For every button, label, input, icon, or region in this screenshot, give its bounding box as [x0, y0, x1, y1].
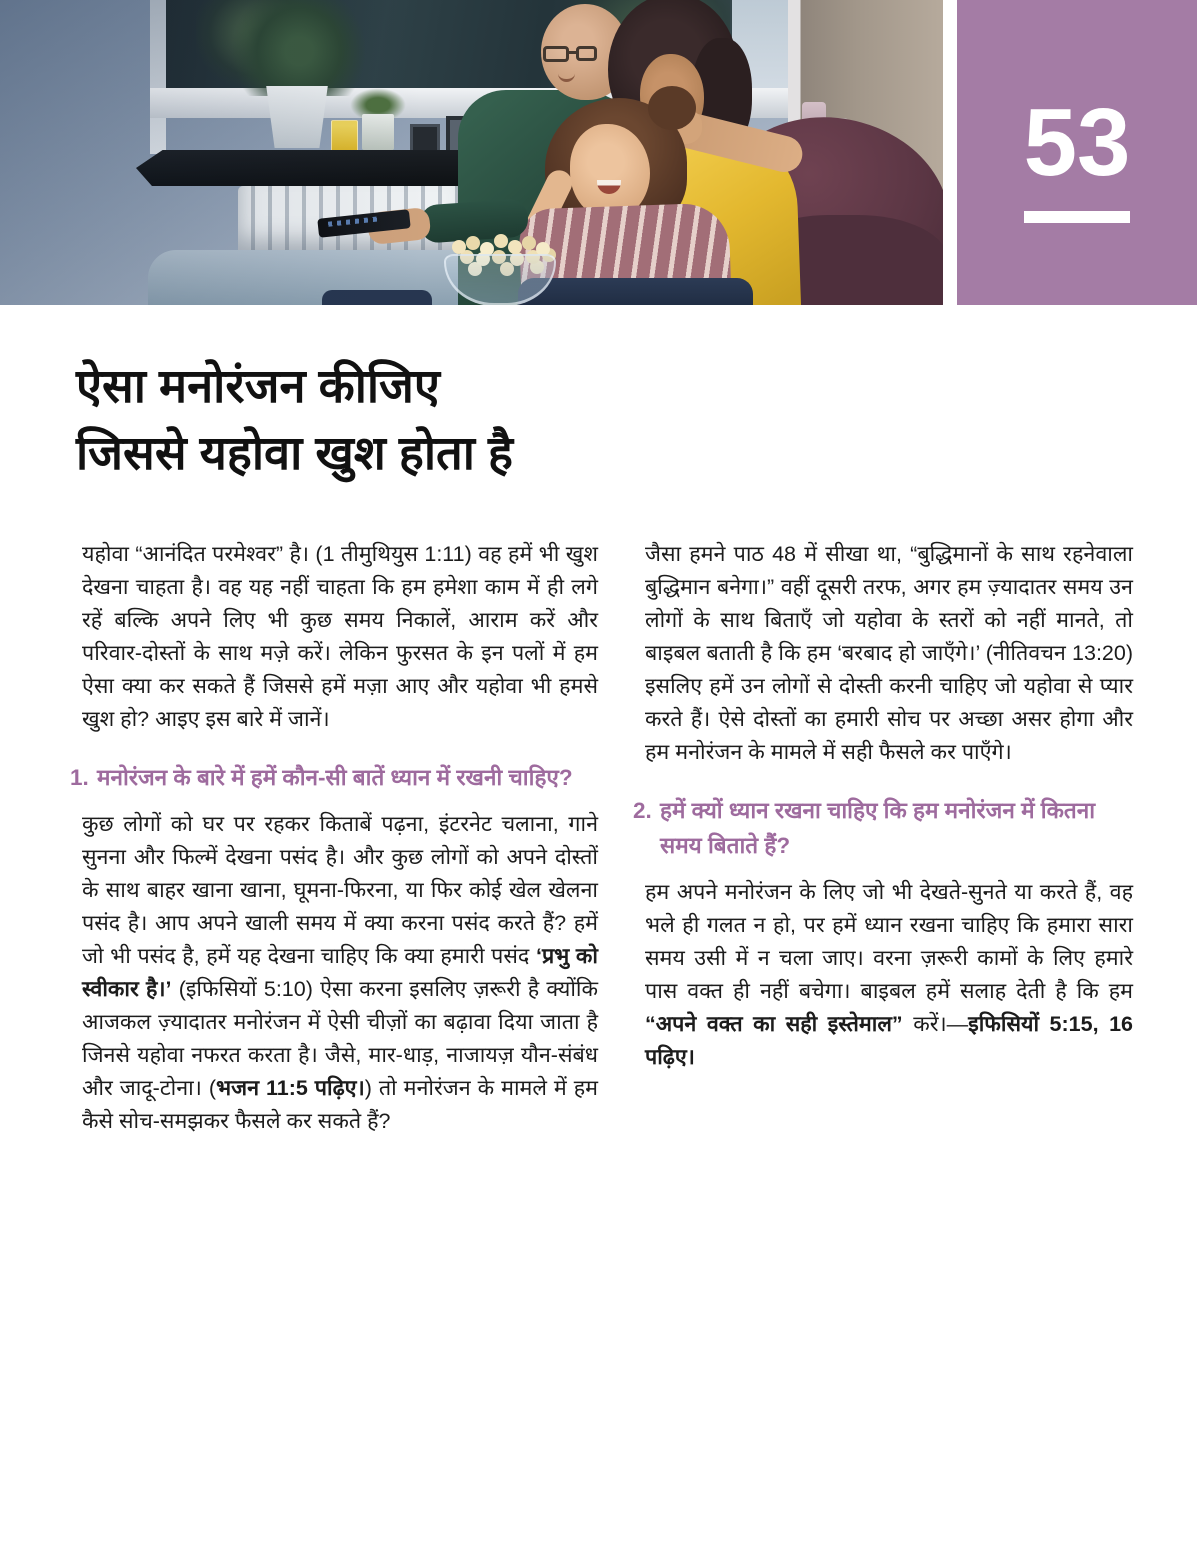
lesson-badge	[957, 0, 1197, 305]
title-line-1: ऐसा मनोरंजन कीजिए	[76, 359, 440, 412]
paragraph-2	[82, 808, 598, 1138]
family-watching-tv-photo	[0, 0, 943, 305]
left-column	[70, 538, 599, 1162]
text-run: हम अपने मनोरंजन के लिए जो भी देखते-सुनते या करते हैं, वह भले ही गलत न हो, पर हमें ध्यान रखना चाहिए कि हमारा सारा समय उसी में न चला जाए। वरना ज़रूरी कामों के लिए हमारे पास वक्त ही नहीं बचेगा। बाइबल हमें सलाह देती है कि हम	[645, 880, 1133, 1003]
bold-scripture-reference: भजन 11:5 पढ़िए।	[216, 1076, 365, 1100]
text-run: कुछ लोगों को घर पर रहकर किताबें पढ़ना, इंटरनेट चलाना, गाने सुनना और फिल्में देखना पसंद है। और कुछ लोगों को अपने दोस्तों के साथ बाहर खाना खाना, घूमना-फिरना, या फिर कोई खेल खेलना पसंद है। आप अपने खाली समय में क्या करना पसंद करते हैं? हमें जो भी पसंद है, हमें यह देखना चाहिए कि क्या हमारी पसंद	[82, 812, 598, 968]
study-question-2	[633, 793, 1133, 863]
paragraph-4	[645, 876, 1133, 1074]
lesson-number: 53	[1023, 88, 1131, 196]
study-question-1	[70, 760, 598, 795]
lesson-number-underline	[1024, 211, 1130, 223]
question-2-text: हमें क्यों ध्यान रखना चाहिए कि हम मनोरंजन में कितना समय बिताते हैं?	[660, 798, 1096, 858]
photo-tint-overlay	[0, 0, 943, 305]
text-run: (इफिसियों 5:10) ऐसा करना इसलिए ज़रूरी है क्योंकि आजकल ज़्यादातर मनोरंजन में ऐसी चीज़ों का बढ़ावा दिया जाता है जिनसे यहोवा नफरत करता है। जैसे, मार-धाड़, नाजायज़ यौन-संबंध और जादू-टोना। (	[82, 977, 599, 1100]
question-1-number: 1.	[70, 765, 89, 790]
text-run: करें।—	[902, 1012, 969, 1036]
article-body	[70, 538, 1133, 1162]
bold-scripture-quote: ‘प्रभु को स्वीकार है।’	[82, 944, 598, 1001]
text-run: ) तो मनोरंजन के मामले में हम कैसे सोच-समझकर फैसले कर सकते हैं?	[82, 1076, 598, 1133]
right-column	[633, 538, 1133, 1162]
title-line-2: जिससे यहोवा खुश होता है	[76, 426, 513, 479]
bold-scripture-quote: “अपने वक्त का सही इस्तेमाल”	[645, 1012, 903, 1036]
paragraph-1	[82, 538, 598, 736]
page-title	[76, 352, 976, 486]
text-run: यहोवा “आनंदित परमेश्वर” है। (1 तीमुथियुस 1:11) वह हमें भी खुश देखना चाहता है। वह यह नहीं चाहता कि हम हमेशा काम में ही लगे रहें बल्कि अपने लिए भी कुछ समय निकालें, आराम करें और परिवार-दोस्तों के साथ मज़े करें। लेकिन फुरसत के इन पलों में हम ऐसा क्या कर सकते हैं जिससे हमें मज़ा आए और यहोवा भी हमसे खुश हो? आइए इस बारे में जानें।	[82, 542, 598, 731]
paragraph-3	[645, 538, 1133, 769]
question-2-number: 2.	[633, 798, 652, 823]
question-1-text: मनोरंजन के बारे में हमें कौन-सी बातें ध्यान में रखनी चाहिए?	[97, 765, 573, 790]
bold-scripture-reference: इफिसियों 5:15, 16 पढ़िए।	[645, 1012, 1133, 1069]
text-run: जैसा हमने पाठ 48 में सीखा था, “बुद्धिमानों के साथ रहनेवाला बुद्धिमान बनेगा।” वहीं दूसरी तरफ, अगर हम ज़्यादातर समय उन लोगों के साथ बिताएँ जो यहोवा के स्तरों को नहीं मानते, तो बाइबल बताती है कि हम ‘बरबाद हो जाएँगे।’ (नीतिवचन 13:20) इसलिए हमें उन लोगों से दोस्ती करनी चाहिए जो यहोवा से प्यार करते हैं। ऐसे दोस्तों का हमारी सोच पर अच्छा असर होगा और हम मनोरंजन के मामले में सही फैसले कर पाएँगे।	[645, 542, 1133, 764]
